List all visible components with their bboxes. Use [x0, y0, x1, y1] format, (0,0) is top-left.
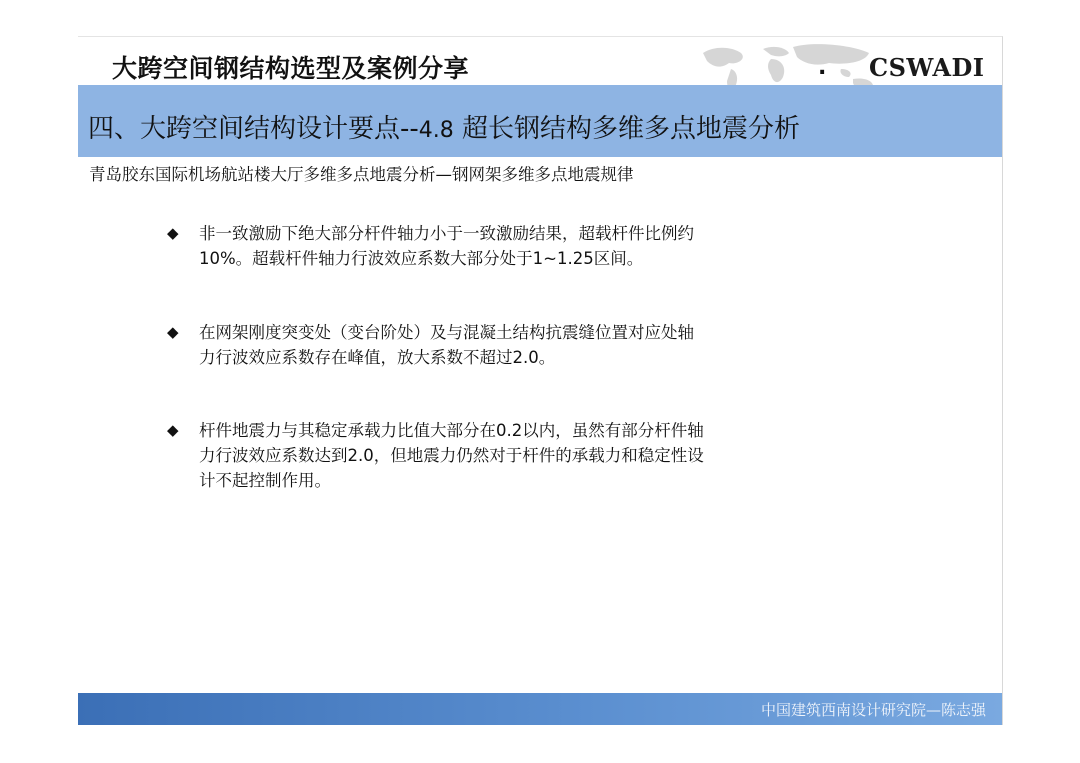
presentation-title: 大跨空间钢结构选型及案例分享: [112, 54, 470, 83]
section-title: [88, 108, 800, 145]
footer-band: [78, 693, 1002, 725]
bullet-line: 计不起控制作用。: [199, 471, 331, 490]
slide-subtitle: 青岛胶东国际机场航站楼大厅多维多点地震分析—钢网架多维多点地震规律: [89, 165, 634, 184]
bullet-line: 力行波效应系数达到2.0，但地震力仍然对于杆件的承载力和稳定性设: [199, 446, 704, 465]
cswadi-logo: CSWADI: [869, 53, 985, 82]
bullet-text: [199, 320, 847, 370]
bullet-line: 非一致激励下绝大部分杆件轴力小于一致激励结果，超载杆件比例约: [199, 224, 694, 243]
bullet-item: [167, 221, 847, 271]
bullet-line: 杆件地震力与其稳定承载力比值大部分在0.2以内，虽然有部分杆件轴: [199, 421, 704, 440]
bullet-item: [167, 320, 847, 370]
bullet-text: [199, 418, 847, 493]
section-title-number: 4.8: [418, 118, 454, 143]
diamond-bullet-icon: ◆: [167, 224, 179, 242]
footer-attribution: 中国建筑西南设计研究院—陈志强: [760, 701, 986, 719]
logo-dot: .: [818, 55, 827, 80]
bullet-text: [199, 221, 847, 271]
bullet-item: [167, 418, 847, 493]
diamond-bullet-icon: ◆: [167, 323, 179, 341]
bullet-line: 力行波效应系数存在峰值，放大系数不超过2.0。: [199, 348, 556, 367]
bullet-line: 10%。超载杆件轴力行波效应系数大部分处于1~1.25区间。: [199, 249, 644, 268]
bullet-line: 在网架刚度突变处（变台阶处）及与混凝土结构抗震缝位置对应处轴: [199, 323, 694, 342]
section-title-prefix: 四、大跨空间结构设计要点--: [88, 114, 419, 144]
section-header-band: [78, 85, 1002, 157]
slide: [78, 36, 1003, 725]
diamond-bullet-icon: ◆: [167, 421, 179, 439]
section-title-suffix: 超长钢结构多维多点地震分析: [453, 114, 801, 144]
